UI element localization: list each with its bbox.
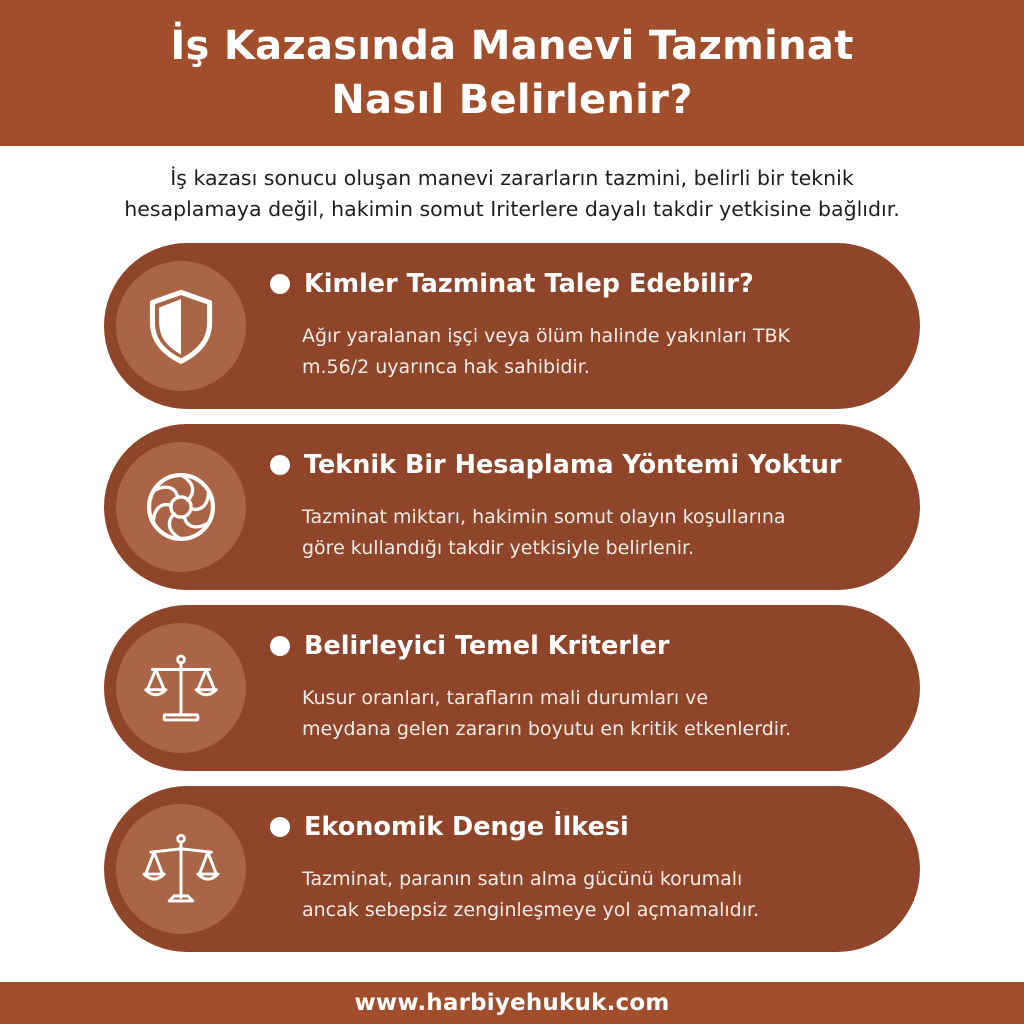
balance-scale-icon [139,827,223,911]
page-title-line-1: İş Kazasında Manevi Tazminat [170,23,854,69]
card-description-line-1: Tazminat miktarı, hakimin somut olayın koşullarına [302,506,786,528]
page-title [170,19,853,127]
card-title-row [270,269,910,299]
card-description [302,683,902,745]
info-card-key-criteria [104,605,920,771]
intro-line-2: hesaplamaya değil, hakimin somut Iriterlere dayalı takdir yetkisine bağlıdır. [124,197,900,221]
footer-banner [0,982,1024,1024]
card-description-line-1: Tazminat, paranın satın alma gücünü korumalı [302,868,743,890]
card-description [302,502,902,564]
icon-circle [116,442,246,572]
card-title: Kimler Tazminat Talep Edebilir? [304,269,754,299]
bullet-dot [270,455,290,475]
page-title-line-2: Nasıl Belirlenir? [331,77,693,123]
intro-paragraph [40,163,984,225]
icon-circle [116,804,246,934]
info-card-no-technical-method [104,424,920,590]
icon-circle [116,623,246,753]
card-title-row [270,631,910,661]
card-title-row [270,812,910,842]
card-description [302,321,902,383]
card-title: Ekonomik Denge İlkesi [304,812,629,842]
scales-icon [139,646,223,730]
icon-circle [116,261,246,391]
shield-icon [139,284,223,368]
info-card-who-can-claim [104,243,920,409]
info-card-economic-balance [104,786,920,952]
card-description-line-2: m.56/2 uyarınca hak sahibidir. [302,356,590,378]
card-description-line-2: meydana gelen zararın boyutu en kritik etkenlerdir. [302,718,792,740]
aperture-icon [139,465,223,549]
card-description [302,864,902,926]
bullet-dot [270,274,290,294]
card-description-line-2: ancak sebepsiz zenginleşmeye yol açmamalıdır. [302,899,760,921]
card-description-line-1: Ağır yaralanan işçi veya ölüm halinde yakınları TBK [302,325,790,347]
card-title-row [270,450,910,480]
header-banner [0,0,1024,146]
card-title: Teknik Bir Hesaplama Yöntemi Yoktur [304,450,842,480]
bullet-dot [270,636,290,656]
card-title: Belirleyici Temel Kriterler [304,631,670,661]
intro-line-1: İş kazası sonucu oluşan manevi zararların tazmini, belirli bir teknik [170,166,854,190]
bullet-dot [270,817,290,837]
card-description-line-1: Kusur oranları, tarafların mali durumları ve [302,687,709,709]
website-link[interactable]: www.harbiyehukuk.com [354,990,670,1016]
card-description-line-2: göre kullandığı takdir yetkisiyle belirlenir. [302,537,695,559]
